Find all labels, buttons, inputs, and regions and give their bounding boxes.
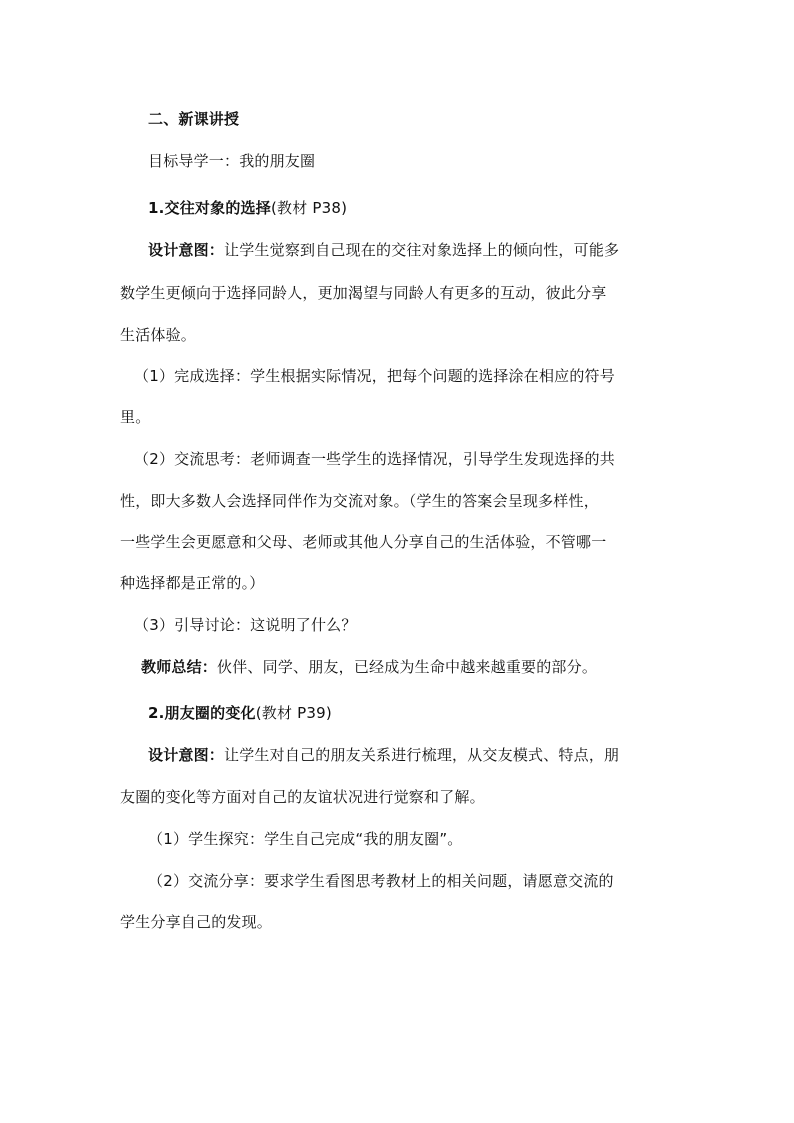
part1-heading-title: 1.交往对象的选择 xyxy=(148,199,271,217)
part2-intent-label: 设计意图： xyxy=(148,746,225,764)
part1-intent-label: 设计意图： xyxy=(148,241,225,259)
part2-heading-title: 2.朋友圈的变化 xyxy=(148,704,256,722)
part1-heading xyxy=(148,198,347,218)
part1-intent-text1: 让学生觉察到自己现在的交往对象选择上的倾向性，可能多 xyxy=(224,241,620,259)
part2-intent-line2: 友圈的变化等方面对自己的友谊状况进行觉察和了解。 xyxy=(120,788,485,806)
part1-heading-ref: (教材 P38) xyxy=(270,199,348,217)
part2-step2-line1: （2）交流分享：要求学生看图思考教材上的相关问题，请愿意交流的 xyxy=(148,872,614,890)
goal-title: 目标导学一：我的朋友圈 xyxy=(148,152,316,170)
part2-intent-line1 xyxy=(148,745,619,765)
part1-summary-text: 伙伴、同学、朋友，已经成为生命中越来越重要的部分。 xyxy=(217,658,598,676)
part1-summary xyxy=(141,657,597,677)
part2-intent-text1: 让学生对自己的朋友关系进行梳理，从交友模式、特点，朋 xyxy=(224,746,620,764)
part1-step2-line3: 一些学生会更愿意和父母、老师或其他人分享自己的生活体验，不管哪一 xyxy=(120,533,607,551)
part2-heading-ref: (教材 P39) xyxy=(255,704,332,722)
part1-step3-line1: （3）引导讨论：这说明了什么？ xyxy=(134,616,357,634)
part2-heading xyxy=(148,703,332,723)
part1-step2-line2: 性，即大多数人会选择同伴作为交流对象。（学生的答案会呈现多样性， xyxy=(120,492,599,510)
part2-step2-line2: 学生分享自己的发现。 xyxy=(120,913,273,931)
part1-summary-label: 教师总结： xyxy=(141,658,218,676)
part1-step1-line1: （1）完成选择：学生根据实际情况，把每个问题的选择涂在相应的符号 xyxy=(134,367,615,385)
part1-step2-line4: 种选择都是正常的。） xyxy=(120,574,265,592)
part1-step1-line2: 里。 xyxy=(120,408,151,426)
part2-step1-line1: （1）学生探究：学生自己完成“我的朋友圈”。 xyxy=(148,830,463,848)
section-title: 二、新课讲授 xyxy=(148,110,240,128)
part1-intent-line1 xyxy=(148,240,619,260)
part1-step2-line1: （2）交流思考：老师调查一些学生的选择情况，引导学生发现选择的共 xyxy=(134,450,615,468)
part1-intent-line3: 生活体验。 xyxy=(120,326,197,344)
part1-intent-line2: 数学生更倾向于选择同龄人，更加渴望与同龄人有更多的互动，彼此分享 xyxy=(120,284,607,302)
